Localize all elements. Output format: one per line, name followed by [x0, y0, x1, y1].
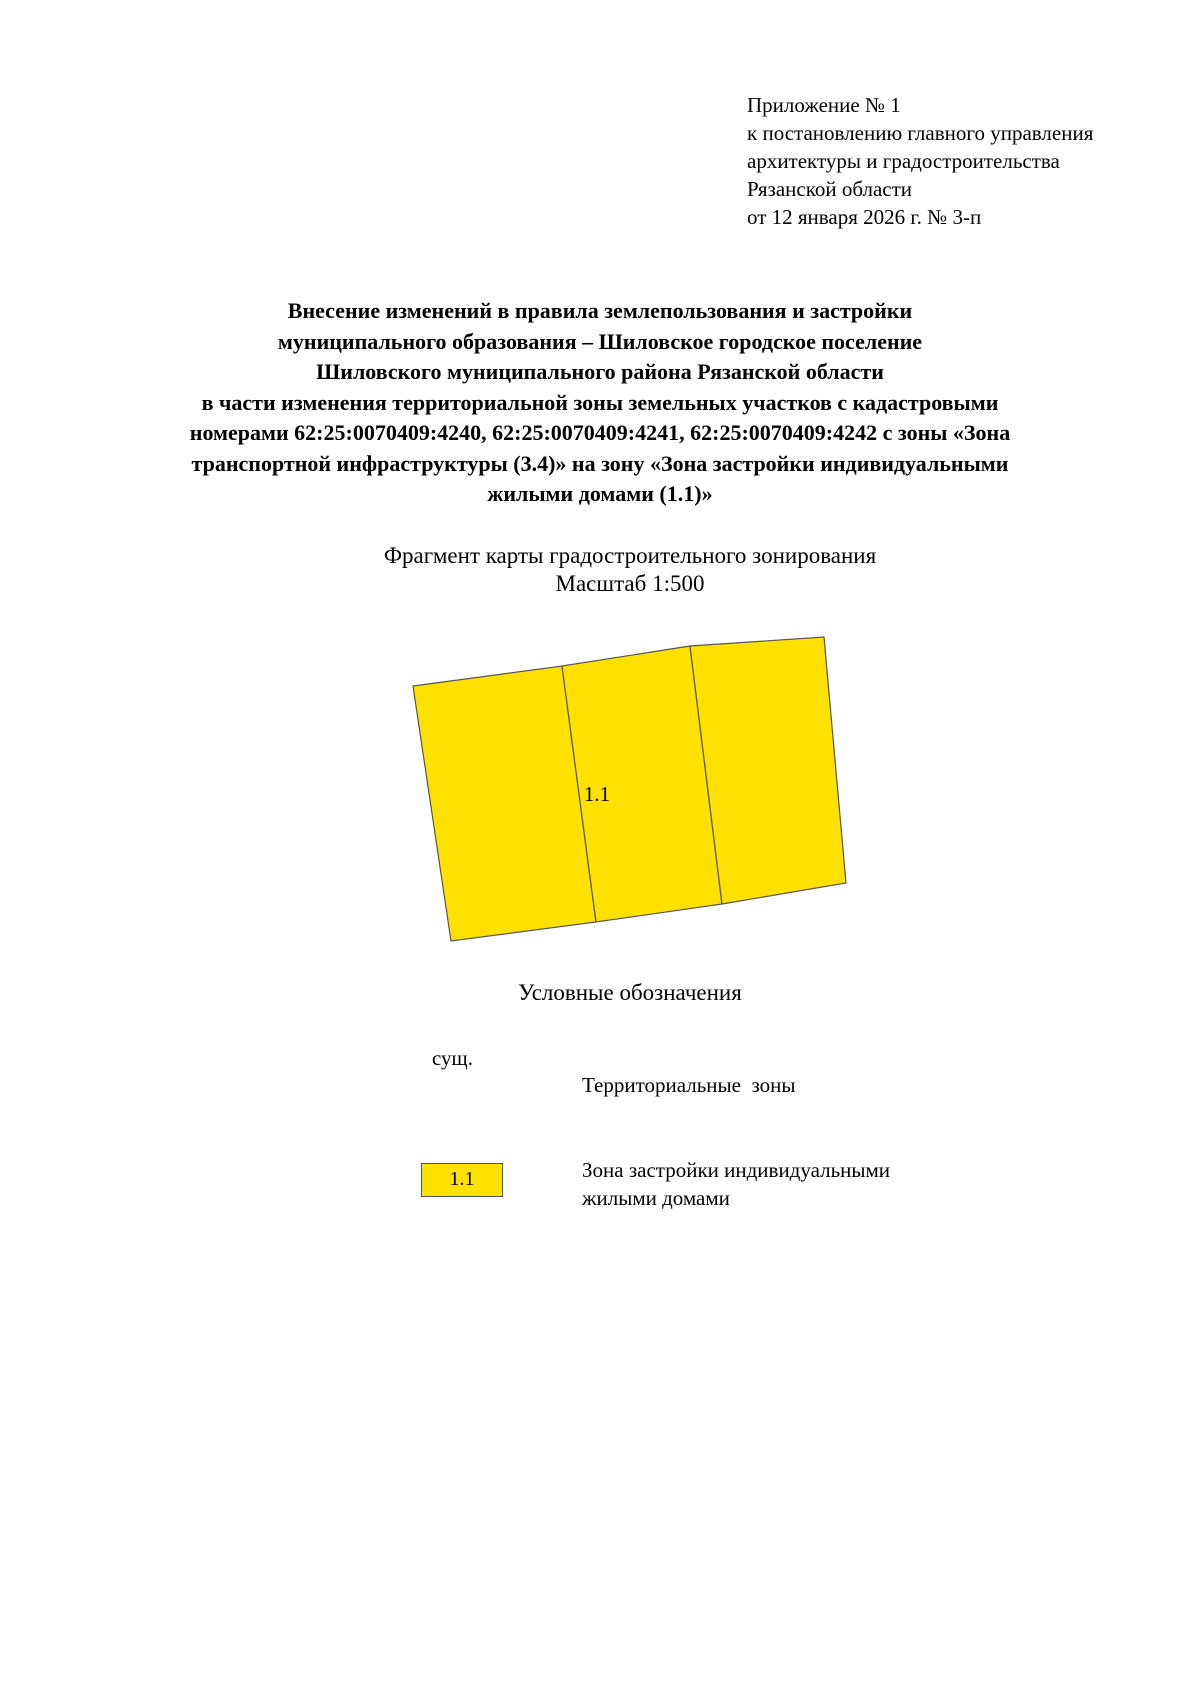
- title-line: муниципального образования – Шиловское городское поселение: [277, 328, 923, 354]
- legend-group-label: Территориальные зоны: [582, 1073, 796, 1097]
- legend-description-line: жилыми домами: [582, 1186, 730, 1210]
- legend-swatch-1-1: 1.1: [421, 1163, 503, 1197]
- map-caption-title: Фрагмент карты градостроительного зонирования: [383, 543, 877, 568]
- legend-description: [582, 1156, 982, 1212]
- title-line: Внесение изменений в правила землепользования и застройки: [287, 298, 913, 323]
- title-line: транспортной инфраструктуры (3.4)» на зону «Зона застройки индивидуальными: [191, 450, 1009, 476]
- appendix-line: Рязанской области: [747, 177, 913, 201]
- title-line: в части изменения территориальной зоны земельных участков с кадастровыми: [201, 389, 999, 415]
- appendix-line: архитектуры и градостроительства: [747, 149, 1060, 173]
- title-line: номерами 62:25:0070409:4240, 62:25:0070409:4241, 62:25:0070409:4242 с зоны «Зона: [189, 420, 1011, 445]
- appendix-line: к постановлению главного управления: [747, 121, 1094, 145]
- title-line: жилыми домами (1.1)»: [487, 481, 713, 506]
- map-scale: Масштаб 1:500: [555, 571, 705, 596]
- title-line: Шиловского муниципального района Рязанской области: [316, 359, 884, 384]
- appendix-line: Приложение № 1: [747, 93, 901, 117]
- zone-label: 1.1: [583, 782, 611, 806]
- legend-description-line: Зона застройки индивидуальными: [582, 1158, 891, 1182]
- appendix-line: от 12 января 2026 г. № 3-п: [747, 205, 982, 229]
- legend-status: сущ.: [432, 1046, 473, 1070]
- legend-title: Условные обозначения: [518, 980, 742, 1005]
